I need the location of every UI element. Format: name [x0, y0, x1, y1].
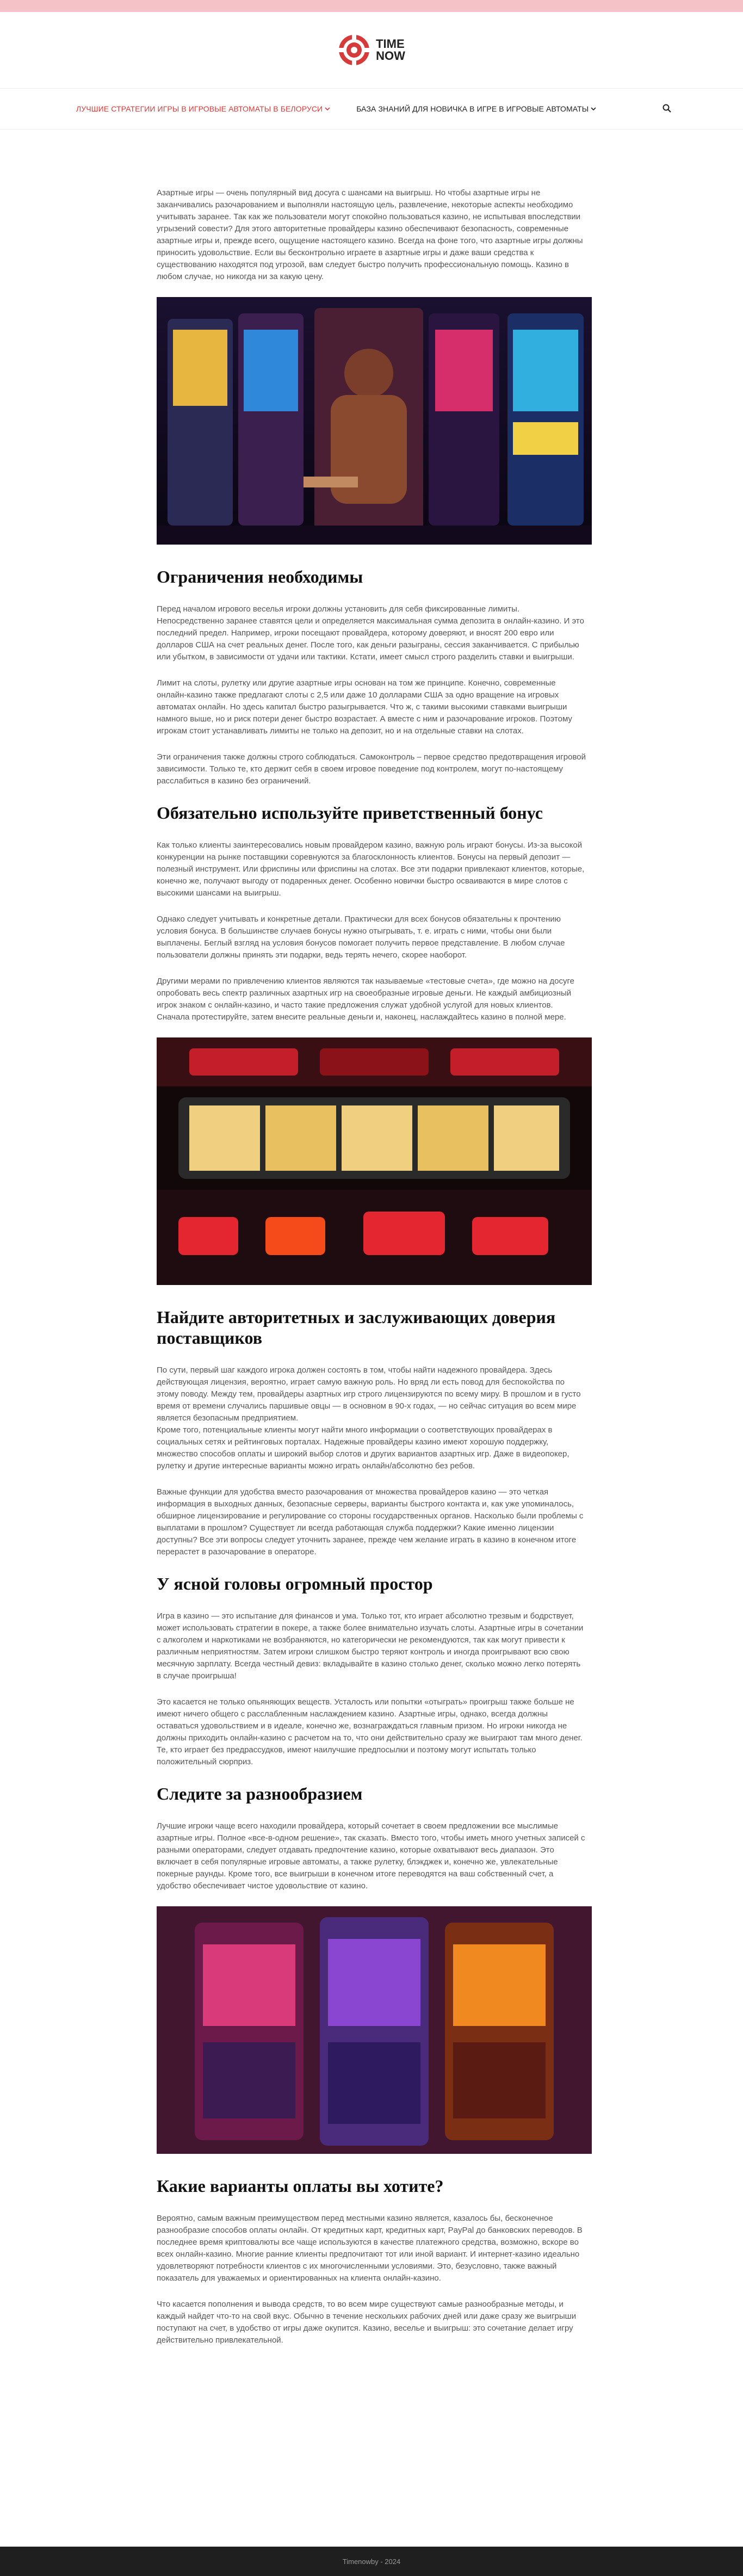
paragraph: Перед началом игрового веселья игроки должны установить для себя фиксированные лимиты. Непосредственно заранее ставятся цели и определяется максимальная сумма депозита в онлайн-казино. И это последний предел. Например, игроки посещают провайдера, которому доверяют, и вносят 200 евро или долларов США на счет реальных денег. После того, как деньги разыграны, сессия заканчивается. С прибылью или убытком, в зависимости от удачи или тактики. Кстати, имеет смысл строго разделить ставки и выигрыши. — [157, 604, 584, 662]
article-intro: Азартные игры — очень популярный вид досуга с шансами на выигрыш. Но чтобы азартные игры не заканчивались разочарованием и выполняли настоящую цель, развлечение, некоторые аспекты необходимо учитывать заранее. Так как же пользователи могут спокойно пользоваться казино, не испытывая впоследствии угрызений совести? Для этого авторитетные провайдеры казино обеспечивают безопасность, современные азартные игры и, прежде всего, ощущение настоящего казино. Всегда на фоне того, что азартные игры должны приносить удовольствие. Если вы бесконтрольно играете в азартные игры и даже ваши средства к существованию находятся под угрозой, вам следует быстро получить профессиональную помощь. Казино в любом случае, но никогда ни за какую цену. — [157, 188, 583, 281]
paragraph: Игра в казино — это испытание для финансов и ума. Только тот, кто играет абсолютно трезвым и бодрствует, может использовать стратегии в покере, а также более внимательно изучать слоты. Азартные игры в сочетании с алкоголем и наркотиками не возбраняются, но категорически не рекомендуются, так как могут привести к различным неприятностям. Затем игроки слишком быстро теряют контроль и иногда проигрывают всю свою месячную зарплату. Всегда честный девиз: вкладывайте в казино столько денег, сколько можно легко потерять в случае проигрыша! — [157, 1611, 584, 1681]
casino-chip-icon — [338, 34, 370, 66]
site-footer — [0, 2547, 743, 2576]
paragraph: Лучшие игроки чаще всего находили провайдера, который сочетает в своем предложении все мыслимые азартные игры. Полное «все-в-одном решение», так сказать. Вместо того, чтобы иметь много учетных записей с разными операторами, следует отдавать предпочтение казино, которые охватывают весь диапазон. Это включает в себя популярные игровые автоматы, а также рулетку, блэкджек и, конечно же, увлекательные покерные раунды. Кроме того, все выигрыши в конечном итоге переводятся на ваш собственный счет, а удобство обеспечивает чистое удовольствие от казино. — [157, 1821, 585, 1891]
nav-item-strategies[interactable] — [76, 104, 330, 113]
paragraph: Как только клиенты заинтересовались новым провайдером казино, важную роль играют бонусы. Из-за высокой конкуренции на рынке поставщики соревнуются за благосклонность клиентов. Бонусы на первый депозит — полезный инструмент. Или фриспины или фриспины на слотах. Все эти подарки привлекают клиентов, которые, конечно же, получают выгоду от подаренных денег. Особенно новички быстро осваиваются в мире слотов с высокими шансами на выигрыш. — [157, 841, 585, 898]
top-accent-bar — [0, 0, 743, 12]
paragraph: По сути, первый шаг каждого игрока должен состоять в том, чтобы найти надежного провайдера. Здесь действующая лицензия, вероятно, играет самую важную роль. Но вряд ли есть повод для беспокойства по этому поводу. Между тем, провайдеры азартных игр строго лицензируются по всему миру. В прошлом и в густо время от времени случались паршивые овцы — в основном в 90-х годах, — но сейчас ситуация во всем мире является безопасным предприятием. — [157, 1366, 581, 1423]
paragraph: Важные функции для удобства вместо разочарования от множества провайдеров казино — это четкая информация в выходных данных, безопасные серверы, варианты быстрого контакта и, как уже упоминалось, обширное лицензирование и регулирование со стороны государственных органов. Насколько были проблемы с выплатами в прошлом? Существует ли всегда работающая служба поддержки? Какие именно лицензии доступны? Все эти вопросы следует уточнить заранее, прежде чем желание играть в казино в конечном итоге перерастет в разочарование в операторе. — [157, 1487, 584, 1556]
logo-text-line1: TIME — [376, 37, 405, 51]
nav-item-label: БАЗА ЗНАНИЙ ДЛЯ НОВИЧКА В ИГРЕ В ИГРОВЫЕ АВТОМАТЫ — [356, 104, 589, 113]
paragraph: Кроме того, потенциальные клиенты могут найти много информации о соответствующих провайдерах в социальных сетях и рейтинговых порталах. Надежные провайдеры казино имеют хорошую поддержку, множество способов оплаты и широкий выбор слотов и других вариантов азартных игр. Даже в видеопокер, рулетку и другие интересные варианты можно играть онлайн/абсолютно без ребов. — [157, 1425, 569, 1471]
nav-item-knowledge-base[interactable] — [356, 104, 596, 113]
paragraph: Это касается не только опьяняющих веществ. Усталость или попытки «отыграть» проигрыш также больше не имеют ничего общего с расслабленным наслаждением казино. Азартные игры, однако, всегда должны оставаться удовольствием и в идеале, конечно же, вознаграждаться главным призом. Но игроки никогда не должны приходить онлайн-казино с расчетом на то, что они действительно сразу же выиграют там много денег. Те, кто играет без предрассудков, имеют наилучшие предпосылки и поэтому могут испытать только положительный сюрприз. — [157, 1697, 583, 1766]
slot-machine-reels-image — [157, 1037, 592, 1285]
paragraph: Однако следует учитывать и конкретные детали. Практически для всех бонусов обязательны к прочтению условия бонуса. В большинстве случаев бонусы нужно отыгрывать, т. е. играть с ними, чтобы они были выплачены. Беглый взгляд на условия бонусов помогает получить первое представление. В любом случае пользователи должны принять эти подарки, ведь терять нечего, скорее наоборот. — [157, 915, 565, 960]
paragraph: Эти ограничения также должны строго соблюдаться. Самоконтроль – первое средство предотвращения игровой зависимости. Только те, кто держит себя в своем игровое поведение под контролем, могут по-настоящему расслабиться в казино без ограничений. — [157, 752, 586, 786]
chevron-down-icon — [591, 106, 596, 112]
paragraph: Что касается пополнения и вывода средств, то во всем мире существуют самые разнообразные методы, и каждый найдет что-то на свой вкус. Обычно в течение нескольких рабочих дней или даже сразу же выигрыши поступают на счет, в удобство от игры даже окупится. Казино, веселье и выигрыш: это сочетание делает игру действительно привлекательной. — [157, 2300, 577, 2345]
section-title-variety: Следите за разнообразием — [157, 1784, 363, 1803]
section-title-trusted-providers: Найдите авторитетных и заслуживающих доверия поставщиков — [157, 1307, 556, 1348]
main-navigation — [0, 88, 743, 129]
paragraph: Вероятно, самым важным преимуществом перед местными казино является, казалось бы, бесконечное разнообразие способов оплаты онлайн. От кредитных карт, кредитных карт, PayPal до банковских переводов. В последнее время криптовалюты все чаще используются в качестве платежного средства, возможно, вскоре во всех онлайн-казино. Многие ранние клиенты предпочитают тот или иной вариант. И интернет-казино идеально удовлетворяют потребности клиентов с их многочисленными условиями. Это, безусловно, также важный показатель для уважаемых и ориентированных на клиента онлайн-казино. — [157, 2214, 583, 2283]
paragraph: Лимит на слоты, рулетку или другие азартные игры основан на том же принципе. Конечно, современные онлайн-казино также предлагают слоты с 2,5 или даже 10 долларами США за одно вращение на игровых автоматах онлайн. Но здесь капитал быстро разыгрывается. Что ж, с такими высокими ставками выигрыши намного выше, но и риск потери денег быстро возрастает. А вместе с ним и разочарование игроков. Поэтому игрокам стоит устанавливать лимиты не только на депозит, но и на отдельные ставки на слотах. — [157, 678, 572, 736]
section-title-welcome-bonus: Обязательно используйте приветственный бонус — [157, 803, 543, 823]
slot-machines-player-image — [157, 297, 592, 545]
logo-text-line2: NOW — [376, 49, 405, 63]
section-title-clear-head: У ясной головы огромный простор — [157, 1574, 433, 1593]
chevron-down-icon — [325, 106, 330, 112]
site-header — [0, 12, 743, 88]
slot-machines-banner-image — [157, 1906, 592, 2154]
site-logo[interactable] — [338, 34, 405, 66]
section-title-payment-options: Какие варианты оплаты вы хотите? — [157, 2176, 444, 2196]
article-body — [157, 187, 586, 2346]
search-icon[interactable] — [662, 104, 671, 113]
footer-copyright: Timenowby - 2024 — [342, 2557, 401, 2566]
section-title-limits: Ограничения необходимы — [157, 567, 363, 586]
paragraph: Другими мерами по привлечению клиентов являются так называемые «тестовые счета», где можно на досуге опробовать весь спектр различных азартных игр на своеобразные игровые деньги. Не каждый амбициозный игрок знаком с онлайн-казино, и часто такие предложения служат удобной услугой для новых клиентов. Сначала протестируйте, затем внесите реальные деньги и, наконец, наслаждайтесь казино в полной мере. — [157, 977, 575, 1022]
nav-item-label: ЛУЧШИЕ СТРАТЕГИИ ИГРЫ В ИГРОВЫЕ АВТОМАТЫ В БЕЛОРУСИ — [76, 104, 323, 113]
